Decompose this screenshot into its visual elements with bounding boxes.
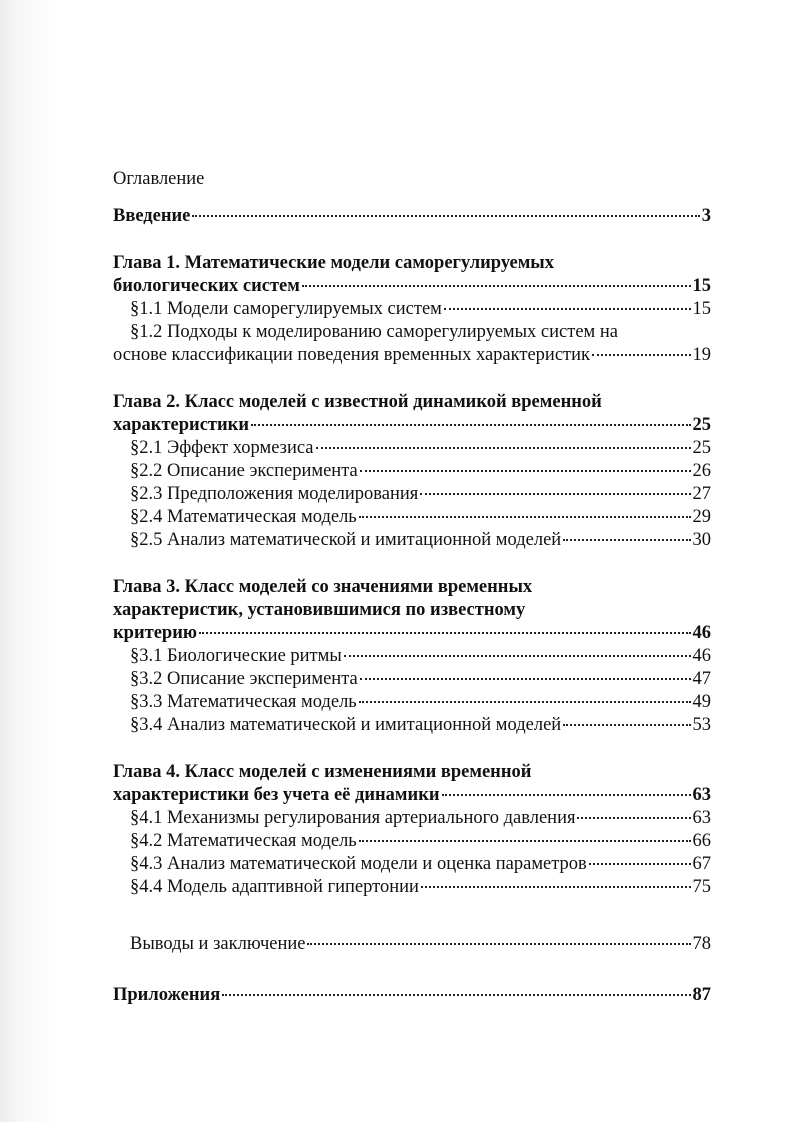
chapter-section-2 [113, 391, 711, 552]
page-number: 87 [692, 985, 711, 1005]
toc-entry-section-4-1[interactable] [113, 807, 711, 830]
toc-entry-conclusion[interactable] [113, 933, 711, 956]
dot-leader [302, 285, 691, 287]
toc-entry-section-1-2[interactable] [113, 344, 711, 367]
entry-label: §3.4 Анализ математической и имитационной моделей [130, 715, 562, 735]
dot-leader [563, 539, 690, 541]
page-number: 47 [692, 669, 711, 689]
toc-entry-section-3-2[interactable] [113, 668, 711, 691]
chapter-section-1 [113, 252, 711, 367]
toc-entry-chapter-1[interactable] [113, 275, 711, 298]
chapter-section-3 [113, 576, 711, 737]
dot-leader [359, 701, 691, 703]
dot-leader [316, 447, 691, 449]
entry-label: §2.3 Предположения моделирования [130, 484, 419, 504]
toc-entry-section-2-5[interactable] [113, 529, 711, 552]
toc-entry-section-4-4[interactable] [113, 876, 711, 899]
page-number: 46 [692, 623, 711, 643]
toc-entry-section-2-2[interactable] [113, 460, 711, 483]
page-number: 25 [692, 415, 711, 435]
page-number: 3 [701, 206, 711, 226]
dot-leader [442, 794, 691, 796]
page-edge-shadow [0, 0, 60, 1122]
dot-leader [307, 943, 690, 945]
chapter-section-4 [113, 761, 711, 899]
appendix-section [113, 984, 711, 1007]
page-number: 27 [692, 484, 711, 504]
dot-leader [421, 886, 691, 888]
page-number: 75 [692, 877, 711, 897]
toc-entry-appendix[interactable] [113, 984, 711, 1007]
chapters-list [113, 252, 711, 899]
dot-leader [360, 678, 691, 680]
toc-entry-section-3-3[interactable] [113, 691, 711, 714]
toc-entry-section-2-4[interactable] [113, 506, 711, 529]
entry-label: §2.5 Анализ математической и имитационной моделей [130, 530, 562, 550]
toc-entry-section-1-1[interactable] [113, 298, 711, 321]
toc-entry-section-2-1[interactable] [113, 437, 711, 460]
dot-leader [420, 493, 690, 495]
page-number: 78 [692, 934, 711, 954]
toc-entry-chapter-2[interactable] [113, 414, 711, 437]
dot-leader [577, 817, 690, 819]
toc-title: Оглавление [113, 169, 205, 189]
entry-label: §3.2 Описание эксперимента [130, 669, 358, 689]
entry-label: §3.3 Математическая модель [130, 692, 357, 712]
page-number: 63 [692, 785, 711, 805]
page-number: 15 [692, 299, 711, 319]
chapter-title-line: характеристик, установившимися по известному [113, 600, 526, 620]
toc-entry-chapter-3[interactable] [113, 622, 711, 645]
entry-label: §1.1 Модели саморегулируемых систем [130, 299, 442, 319]
entry-label: характеристики без учета её динамики [113, 785, 440, 805]
page-number: 19 [692, 345, 711, 365]
dot-leader [359, 840, 691, 842]
toc-entry-section-3-1[interactable] [113, 645, 711, 668]
page-number: 63 [692, 808, 711, 828]
entry-label: §4.4 Модель адаптивной гипертонии [130, 877, 419, 897]
dot-leader [589, 863, 691, 865]
entry-label: §3.1 Биологические ритмы [130, 646, 342, 666]
page-number: 66 [692, 831, 711, 851]
chapter-title-line: Глава 2. Класс моделей с известной динамикой временной [113, 392, 602, 412]
entry-label: Выводы и заключение [130, 934, 306, 954]
dot-leader [444, 308, 691, 310]
dot-leader [563, 724, 690, 726]
conclusion-section [113, 933, 711, 956]
entry-label: характеристики [113, 415, 249, 435]
entry-label: критерию [113, 623, 197, 643]
page-number: 25 [692, 438, 711, 458]
entry-label: §4.2 Математическая модель [130, 831, 357, 851]
toc-entry-section-4-3[interactable] [113, 853, 711, 876]
dot-leader [344, 655, 691, 657]
dot-leader [222, 994, 690, 996]
page-number: 29 [692, 507, 711, 527]
dot-leader [251, 424, 691, 426]
page-number: 30 [692, 530, 711, 550]
entry-label: §2.4 Математическая модель [130, 507, 357, 527]
intro-section [113, 205, 711, 228]
entry-label: §2.1 Эффект хормезиса [130, 438, 314, 458]
dot-leader [592, 354, 691, 356]
entry-label: §2.2 Описание эксперимента [130, 461, 358, 481]
page-number: 67 [692, 854, 711, 874]
toc-entry-section-3-4[interactable] [113, 714, 711, 737]
entry-label: §4.1 Механизмы регулирования артериального давления [130, 808, 576, 828]
chapter-title-line: Глава 3. Класс моделей со значениями временных [113, 577, 533, 597]
entry-label: Приложения [113, 985, 221, 1005]
entry-label: биологических систем [113, 276, 300, 296]
dot-leader [192, 215, 699, 217]
dot-leader [199, 632, 691, 634]
dot-leader [360, 470, 691, 472]
toc-entry-section-2-3[interactable] [113, 483, 711, 506]
table-of-contents [113, 168, 711, 1031]
toc-entry-section-4-2[interactable] [113, 830, 711, 853]
entry-label: основе классификации поведения временных характеристик [113, 345, 590, 365]
page-number: 15 [692, 276, 711, 296]
toc-entry-chapter-4[interactable] [113, 784, 711, 807]
chapter-title-line: Глава 1. Математические модели саморегулируемых [113, 253, 555, 273]
page-number: 49 [692, 692, 711, 712]
chapter-title-line: Глава 4. Класс моделей с изменениями временной [113, 762, 532, 782]
page-number: 26 [692, 461, 711, 481]
section-title-line: §1.2 Подходы к моделированию саморегулируемых систем на [130, 322, 618, 342]
page-number: 53 [692, 715, 711, 735]
entry-label: Введение [113, 206, 191, 226]
toc-entry-intro[interactable] [113, 205, 711, 228]
page-number: 46 [692, 646, 711, 666]
entry-label: §4.3 Анализ математической модели и оценка параметров [130, 854, 587, 874]
dot-leader [359, 516, 691, 518]
